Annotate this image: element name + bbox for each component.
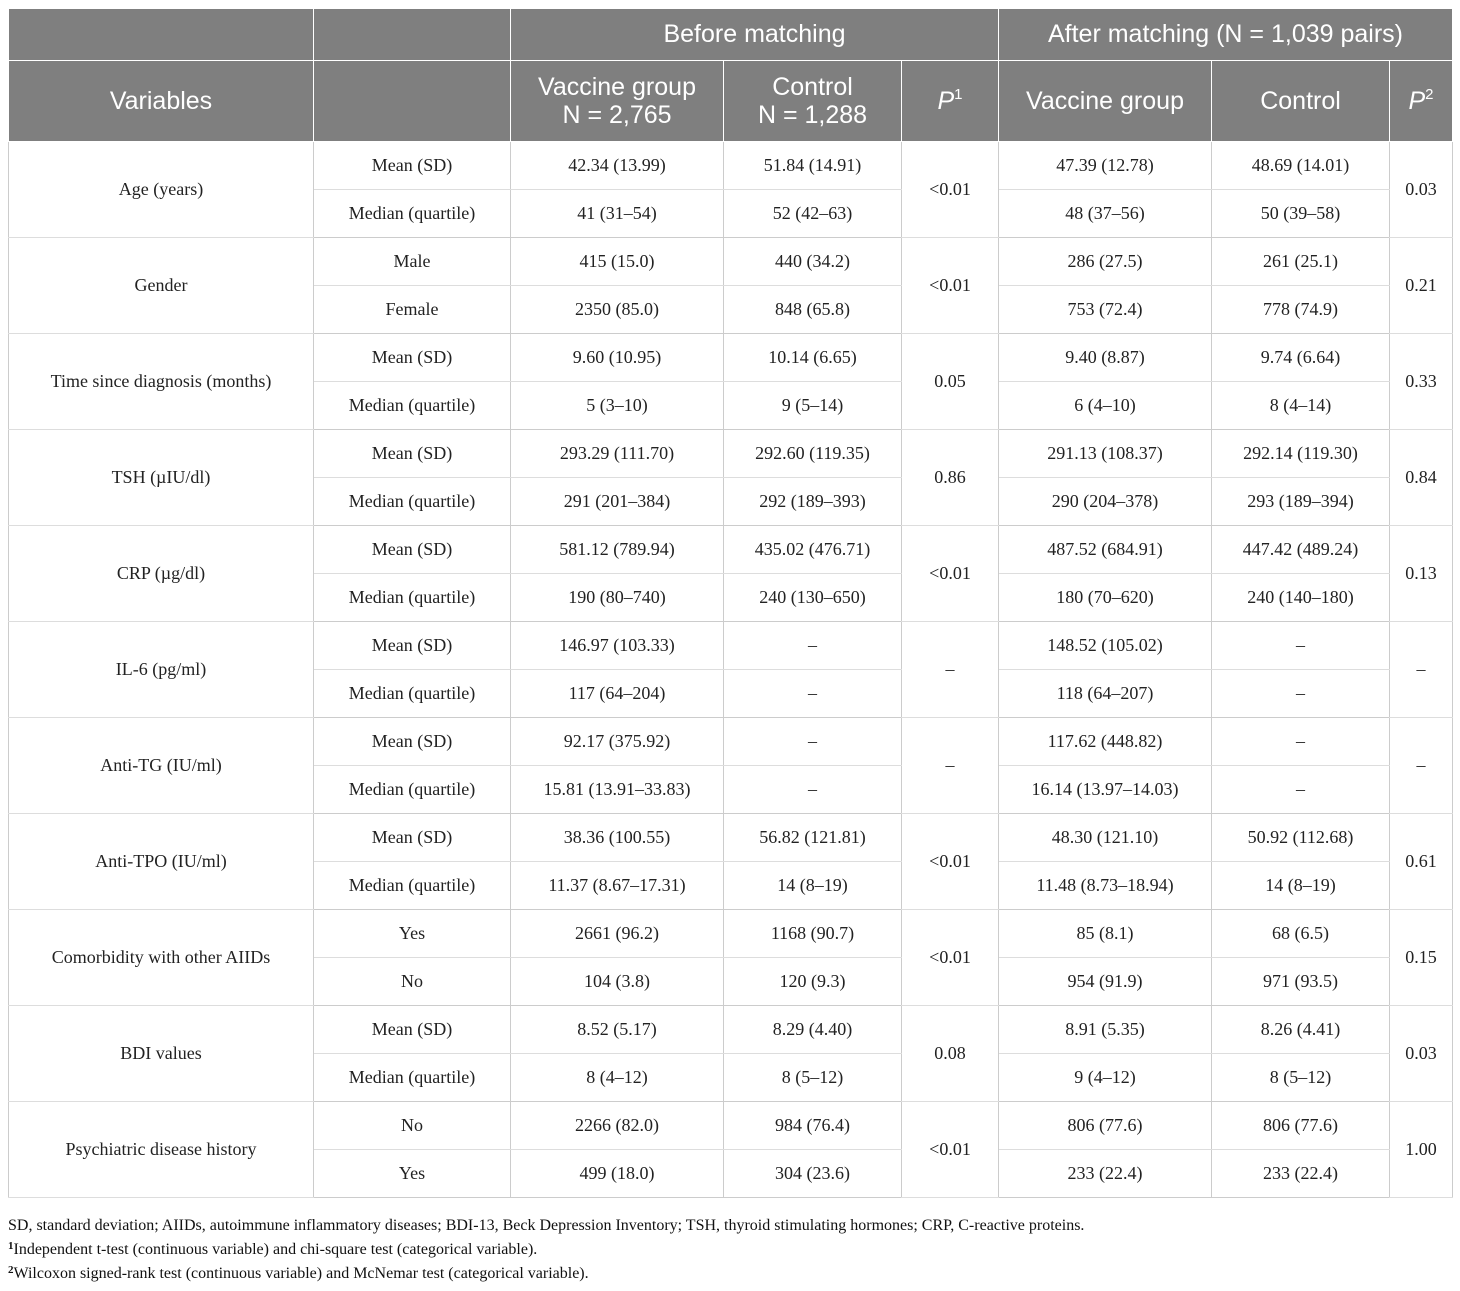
vaccine-after-cell: 117.62 (448.82) (999, 718, 1212, 766)
variable-name-cell: TSH (µIU/dl) (9, 430, 314, 526)
table-header (9, 9, 1453, 142)
table-row (9, 1006, 1453, 1054)
control-after-cell: 233 (22.4) (1212, 1150, 1390, 1198)
p1-value-cell: <0.01 (902, 1102, 999, 1198)
p1-value-cell: <0.01 (902, 238, 999, 334)
control-before-cell: 304 (23.6) (724, 1150, 902, 1198)
statistic-label-cell: Median (quartile) (314, 670, 511, 718)
variable-name-cell: BDI values (9, 1006, 314, 1102)
control-before-cell: 56.82 (121.81) (724, 814, 902, 862)
statistic-label-cell: Mean (SD) (314, 718, 511, 766)
vaccine-after-cell: 85 (8.1) (999, 910, 1212, 958)
variable-name-cell: CRP (µg/dl) (9, 526, 314, 622)
statistic-label-cell: Mean (SD) (314, 526, 511, 574)
vaccine-group-before-line1: Vaccine group (538, 73, 696, 101)
control-after-header: Control (1212, 61, 1390, 142)
control-before-cell: 292.60 (119.35) (724, 430, 902, 478)
vaccine-after-cell: 9 (4–12) (999, 1054, 1212, 1102)
p1-superscript: 1 (954, 86, 963, 103)
header-blank-cell (314, 61, 511, 142)
variable-name-cell: Comorbidity with other AIIDs (9, 910, 314, 1006)
vaccine-after-cell: 47.39 (12.78) (999, 142, 1212, 190)
table-footnotes (8, 1214, 1084, 1286)
p2-value-cell: 0.33 (1390, 334, 1453, 430)
control-after-cell: 8 (5–12) (1212, 1054, 1390, 1102)
vaccine-before-cell: 146.97 (103.33) (511, 622, 724, 670)
table-row (9, 622, 1453, 670)
control-after-cell: 8 (4–14) (1212, 382, 1390, 430)
vaccine-before-cell: 11.37 (8.67–17.31) (511, 862, 724, 910)
header-blank-cell (314, 9, 511, 61)
p2-value-cell: 0.84 (1390, 430, 1453, 526)
vaccine-before-cell: 2266 (82.0) (511, 1102, 724, 1150)
control-before-cell: – (724, 718, 902, 766)
vaccine-after-cell: 8.91 (5.35) (999, 1006, 1212, 1054)
footnote-2-text: Wilcoxon signed-rank test (continuous variable) and McNemar test (categorical variable). (13, 1265, 589, 1282)
control-before-cell: 10.14 (6.65) (724, 334, 902, 382)
control-after-cell: 261 (25.1) (1212, 238, 1390, 286)
variable-name-cell: Age (years) (9, 142, 314, 238)
p1-value-cell: <0.01 (902, 526, 999, 622)
vaccine-before-cell: 42.34 (13.99) (511, 142, 724, 190)
control-after-cell: 50.92 (112.68) (1212, 814, 1390, 862)
p2-value-cell: 0.03 (1390, 142, 1453, 238)
control-before-cell: – (724, 766, 902, 814)
vaccine-before-cell: 9.60 (10.95) (511, 334, 724, 382)
control-after-cell: 806 (77.6) (1212, 1102, 1390, 1150)
control-before-header (724, 61, 902, 142)
vaccine-after-cell: 48 (37–56) (999, 190, 1212, 238)
statistic-label-cell: Female (314, 286, 511, 334)
statistic-label-cell: Male (314, 238, 511, 286)
vaccine-after-cell: 180 (70–620) (999, 574, 1212, 622)
vaccine-after-cell: 487.52 (684.91) (999, 526, 1212, 574)
control-after-cell: – (1212, 670, 1390, 718)
control-after-cell: – (1212, 766, 1390, 814)
control-before-cell: 984 (76.4) (724, 1102, 902, 1150)
vaccine-group-after-header: Vaccine group (999, 61, 1212, 142)
control-before-cell: 8 (5–12) (724, 1054, 902, 1102)
variable-name-cell: Anti-TPO (IU/ml) (9, 814, 314, 910)
vaccine-before-cell: 5 (3–10) (511, 382, 724, 430)
variable-name-cell: Time since diagnosis (months) (9, 334, 314, 430)
vaccine-before-cell: 104 (3.8) (511, 958, 724, 1006)
variables-header: Variables (9, 61, 314, 142)
p1-value-cell: 0.05 (902, 334, 999, 430)
vaccine-before-cell: 8 (4–12) (511, 1054, 724, 1102)
variable-name-cell: Anti-TG (IU/ml) (9, 718, 314, 814)
p2-value-cell: – (1390, 622, 1453, 718)
p1-value-cell: – (902, 718, 999, 814)
header-blank-cell (9, 9, 314, 61)
control-before-cell: 292 (189–393) (724, 478, 902, 526)
vaccine-after-cell: 118 (64–207) (999, 670, 1212, 718)
control-before-cell: 120 (9.3) (724, 958, 902, 1006)
control-after-cell: – (1212, 622, 1390, 670)
table-body (9, 142, 1453, 1198)
control-before-cell: 8.29 (4.40) (724, 1006, 902, 1054)
p1-value-cell: <0.01 (902, 910, 999, 1006)
before-matching-header: Before matching (511, 9, 999, 61)
variable-name-cell: IL-6 (pg/ml) (9, 622, 314, 718)
vaccine-after-cell: 753 (72.4) (999, 286, 1212, 334)
p1-header (902, 61, 999, 142)
p2-superscript: 2 (1425, 86, 1434, 103)
statistic-label-cell: Mean (SD) (314, 1006, 511, 1054)
control-after-cell: 971 (93.5) (1212, 958, 1390, 1006)
table-row (9, 334, 1453, 382)
table-row (9, 1102, 1453, 1150)
control-after-cell: 68 (6.5) (1212, 910, 1390, 958)
statistic-label-cell: Mean (SD) (314, 142, 511, 190)
table-row (9, 718, 1453, 766)
table-container (8, 8, 1452, 1198)
vaccine-after-cell: 291.13 (108.37) (999, 430, 1212, 478)
control-before-line1: Control (772, 73, 853, 101)
vaccine-before-cell: 15.81 (13.91–33.83) (511, 766, 724, 814)
control-after-cell: – (1212, 718, 1390, 766)
vaccine-before-cell: 8.52 (5.17) (511, 1006, 724, 1054)
vaccine-before-cell: 415 (15.0) (511, 238, 724, 286)
vaccine-before-cell: 92.17 (375.92) (511, 718, 724, 766)
control-before-cell: – (724, 670, 902, 718)
control-after-cell: 293 (189–394) (1212, 478, 1390, 526)
control-after-cell: 50 (39–58) (1212, 190, 1390, 238)
p2-value-cell: 0.03 (1390, 1006, 1453, 1102)
p1-value-cell: <0.01 (902, 814, 999, 910)
baseline-characteristics-table (8, 8, 1453, 1198)
table-row (9, 910, 1453, 958)
p1-value-cell: – (902, 622, 999, 718)
control-after-cell: 778 (74.9) (1212, 286, 1390, 334)
vaccine-before-cell: 2661 (96.2) (511, 910, 724, 958)
control-before-cell: 9 (5–14) (724, 382, 902, 430)
vaccine-before-cell: 41 (31–54) (511, 190, 724, 238)
vaccine-after-cell: 148.52 (105.02) (999, 622, 1212, 670)
statistic-label-cell: Median (quartile) (314, 862, 511, 910)
control-before-cell: 1168 (90.7) (724, 910, 902, 958)
control-before-cell: – (724, 622, 902, 670)
statistic-label-cell: Yes (314, 1150, 511, 1198)
control-after-cell: 9.74 (6.64) (1212, 334, 1390, 382)
footnote-2-mark: 2 (8, 1264, 14, 1276)
statistic-label-cell: Median (quartile) (314, 1054, 511, 1102)
control-after-cell: 292.14 (119.30) (1212, 430, 1390, 478)
table-row (9, 814, 1453, 862)
table-row (9, 238, 1453, 286)
statistic-label-cell: Median (quartile) (314, 478, 511, 526)
control-before-cell: 435.02 (476.71) (724, 526, 902, 574)
p1-value-cell: 0.86 (902, 430, 999, 526)
statistic-label-cell: Median (quartile) (314, 382, 511, 430)
vaccine-group-before-header (511, 61, 724, 142)
vaccine-after-cell: 954 (91.9) (999, 958, 1212, 1006)
p2-letter: P (1408, 87, 1426, 115)
p2-value-cell: 0.21 (1390, 238, 1453, 334)
table-row (9, 142, 1453, 190)
statistic-label-cell: Median (quartile) (314, 574, 511, 622)
control-after-cell: 48.69 (14.01) (1212, 142, 1390, 190)
vaccine-after-cell: 286 (27.5) (999, 238, 1212, 286)
vaccine-after-cell: 233 (22.4) (999, 1150, 1212, 1198)
control-after-cell: 8.26 (4.41) (1212, 1006, 1390, 1054)
vaccine-before-cell: 293.29 (111.70) (511, 430, 724, 478)
control-before-cell: 848 (65.8) (724, 286, 902, 334)
vaccine-after-cell: 806 (77.6) (999, 1102, 1212, 1150)
p2-value-cell: 1.00 (1390, 1102, 1453, 1198)
footnote-2 (8, 1262, 1084, 1286)
statistic-label-cell: Mean (SD) (314, 622, 511, 670)
table-row (9, 526, 1453, 574)
control-before-cell: 440 (34.2) (724, 238, 902, 286)
vaccine-before-cell: 2350 (85.0) (511, 286, 724, 334)
vaccine-after-cell: 11.48 (8.73–18.94) (999, 862, 1212, 910)
p1-value-cell: <0.01 (902, 142, 999, 238)
p2-value-cell: 0.13 (1390, 526, 1453, 622)
control-before-cell: 52 (42–63) (724, 190, 902, 238)
control-before-cell: 51.84 (14.91) (724, 142, 902, 190)
statistic-label-cell: Median (quartile) (314, 190, 511, 238)
variable-name-cell: Psychiatric disease history (9, 1102, 314, 1198)
vaccine-group-before-line2: N = 2,765 (562, 101, 672, 129)
vaccine-before-cell: 291 (201–384) (511, 478, 724, 526)
statistic-label-cell: No (314, 958, 511, 1006)
vaccine-before-cell: 499 (18.0) (511, 1150, 724, 1198)
p2-value-cell: – (1390, 718, 1453, 814)
control-before-cell: 14 (8–19) (724, 862, 902, 910)
p2-header (1390, 61, 1453, 142)
vaccine-before-cell: 190 (80–740) (511, 574, 724, 622)
after-matching-header: After matching (N = 1,039 pairs) (999, 9, 1453, 61)
variable-name-cell: Gender (9, 238, 314, 334)
footnote-1 (8, 1238, 1084, 1262)
footnote-1-text: Independent t-test (continuous variable) and chi-square test (categorical variable). (13, 1241, 538, 1258)
control-after-cell: 14 (8–19) (1212, 862, 1390, 910)
table-row (9, 430, 1453, 478)
control-before-line2: N = 1,288 (757, 101, 868, 129)
statistic-label-cell: Mean (SD) (314, 334, 511, 382)
abbreviations-note: SD, standard deviation; AIIDs, autoimmune inflammatory diseases; BDI-13, Beck Depression Inventory; TSH, thyroid stimulating hormones; CRP, C-reactive proteins. (8, 1217, 1085, 1234)
statistic-label-cell: Mean (SD) (314, 430, 511, 478)
vaccine-after-cell: 9.40 (8.87) (999, 334, 1212, 382)
vaccine-before-cell: 117 (64–204) (511, 670, 724, 718)
statistic-label-cell: Yes (314, 910, 511, 958)
control-after-cell: 447.42 (489.24) (1212, 526, 1390, 574)
control-before-cell: 240 (130–650) (724, 574, 902, 622)
p1-letter: P (937, 87, 955, 115)
p1-value-cell: 0.08 (902, 1006, 999, 1102)
footnote-1-mark: 1 (8, 1240, 14, 1252)
vaccine-before-cell: 38.36 (100.55) (511, 814, 724, 862)
vaccine-after-cell: 48.30 (121.10) (999, 814, 1212, 862)
statistic-label-cell: Mean (SD) (314, 814, 511, 862)
statistic-label-cell: No (314, 1102, 511, 1150)
vaccine-after-cell: 6 (4–10) (999, 382, 1212, 430)
vaccine-after-cell: 290 (204–378) (999, 478, 1212, 526)
statistic-label-cell: Median (quartile) (314, 766, 511, 814)
p2-value-cell: 0.61 (1390, 814, 1453, 910)
vaccine-before-cell: 581.12 (789.94) (511, 526, 724, 574)
vaccine-after-cell: 16.14 (13.97–14.03) (999, 766, 1212, 814)
control-after-cell: 240 (140–180) (1212, 574, 1390, 622)
p2-value-cell: 0.15 (1390, 910, 1453, 1006)
